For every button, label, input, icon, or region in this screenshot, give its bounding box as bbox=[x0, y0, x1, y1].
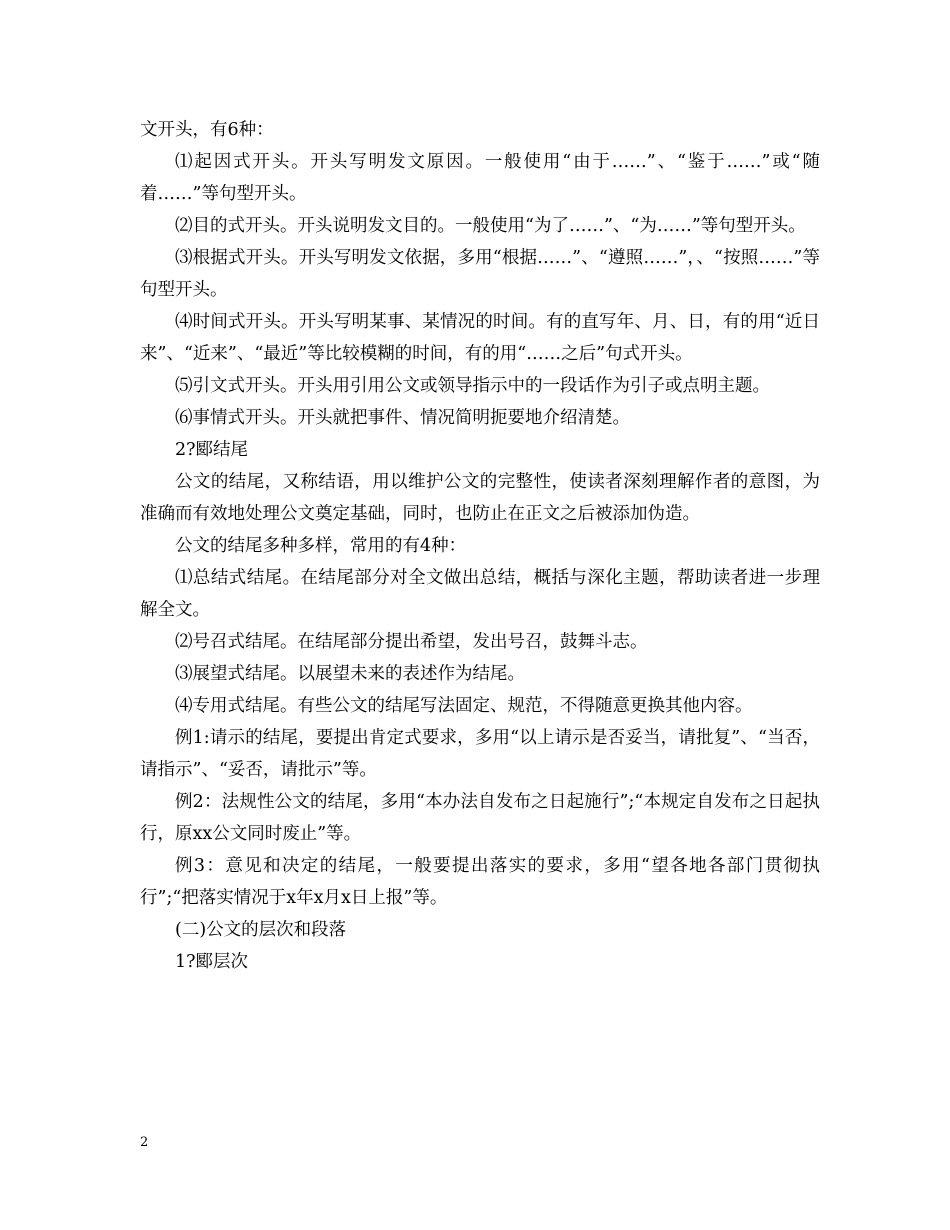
paragraph-example-1: 例1:请示的结尾，要提出肯定式要求，多用“以上请示是否妥当，请批复”、“当否，请指示”、“妥否，请批示”等。 bbox=[140, 728, 820, 780]
subsection-heading-layers: 1?郾层次 bbox=[175, 952, 249, 972]
paragraph-ending-definition: 公文的结尾，又称结语，用以维护公文的完整性，使读者深刻理解作者的意图，为准确而有效地处理公文奠定基础，同时，也防止在正文之后被添加伪造。 bbox=[140, 472, 820, 524]
paragraph-ending-outlook: ⑶展望式结尾。以展望未来的表述作为结尾。 bbox=[175, 664, 525, 684]
paragraph-continuation: 文开头，有6种： bbox=[140, 120, 274, 140]
paragraph-example-3: 例3：意见和决定的结尾，一般要提出落实的要求，多用“望各地各部门贯彻执行”;“把落实情况于x年x月x日上报”等。 bbox=[140, 856, 820, 908]
section-heading-ending: 2?郾结尾 bbox=[175, 440, 249, 460]
paragraph-example-2: 例2：法规性公文的结尾，多用“本办法自发布之日起施行”;“本规定自发布之日起执行，原xx公文同时废止”等。 bbox=[140, 792, 820, 844]
document-body bbox=[140, 114, 820, 978]
paragraph-opening-quote: ⑸引文式开头。开头用引用公文或领导指示中的一段话作为引子或点明主题。 bbox=[175, 376, 770, 396]
paragraph-opening-basis: ⑶根据式开头。开头写明发文依据，多用“根据……”、“遵照……”，、“按照……”等句型开头。 bbox=[140, 248, 820, 300]
paragraph-ending-summary: ⑴总结式结尾。在结尾部分对全文做出总结，概括与深化主题，帮助读者进一步理解全文。 bbox=[140, 568, 820, 620]
paragraph-ending-fixed: ⑷专用式结尾。有些公文的结尾写法固定、规范，不得随意更换其他内容。 bbox=[175, 696, 753, 716]
section-heading-levels: (二)公文的层次和段落 bbox=[175, 920, 347, 940]
paragraph-ending-call: ⑵号召式结尾。在结尾部分提出希望，发出号召，鼓舞斗志。 bbox=[175, 632, 648, 652]
page-number: 2 bbox=[140, 1135, 149, 1150]
paragraph-opening-purpose: ⑵目的式开头。开头说明发文目的。一般使用“为了……”、“为……”等句型开头。 bbox=[175, 216, 806, 236]
paragraph-opening-time: ⑷时间式开头。开头写明某事、某情况的时间。有的直写年、月、日，有的用“近日来”、“近来”、“最近”等比较模糊的时间，有的用“……之后”句式开头。 bbox=[140, 312, 820, 364]
paragraph-ending-types-intro: 公文的结尾多种多样，常用的有4种： bbox=[175, 536, 467, 556]
paragraph-opening-event: ⑹事情式开头。开头就把事件、情况简明扼要地介绍清楚。 bbox=[175, 408, 630, 428]
paragraph-opening-cause: ⑴起因式开头。开头写明发文原因。一般使用“由于……”、“鉴于……”或“随着……”等句型开头。 bbox=[140, 152, 820, 204]
